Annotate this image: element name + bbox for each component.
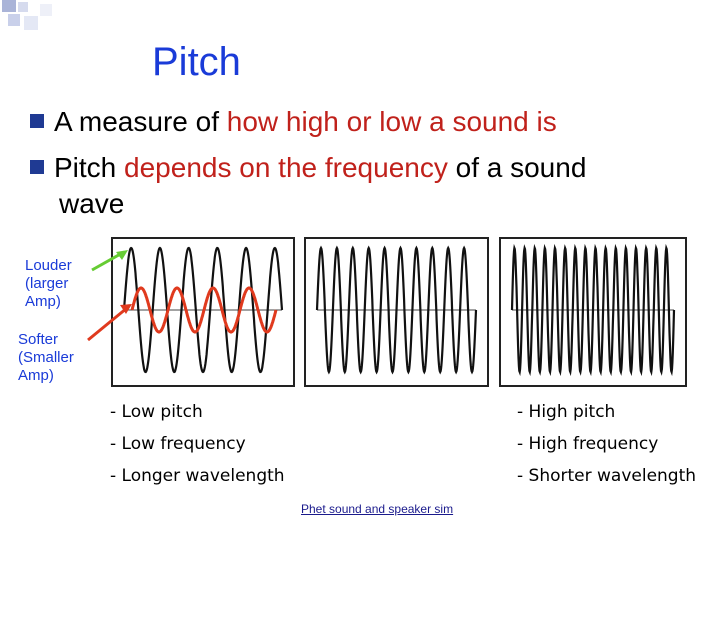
bullet-2 — [30, 151, 586, 185]
waveform-panels — [0, 230, 720, 630]
softer-label: Softer (Smaller Amp) — [18, 331, 74, 384]
bullet-text: of a sound — [447, 152, 587, 183]
bullet-emphasis: how high or low a sound is — [226, 106, 557, 137]
bullet-text: Pitch — [54, 152, 125, 183]
louder-label: Louder (larger Amp) — [25, 257, 72, 310]
bullet-emphasis: depends on the frequency — [124, 152, 448, 183]
caption-shorter-wavelength: - Shorter wavelength — [517, 466, 697, 486]
bullet-square-icon — [30, 160, 44, 174]
slide-title: Pitch — [152, 40, 241, 84]
bullet-2-continuation: wave — [59, 188, 125, 219]
corner-decoration — [0, 0, 60, 40]
bullet-square-icon — [30, 114, 44, 128]
caption-low-pitch: - Low pitch — [110, 402, 203, 422]
caption-high-pitch: - High pitch — [517, 402, 616, 422]
phet-sim-link[interactable]: Phet sound and speaker sim — [301, 502, 454, 516]
caption-low-frequency: - Low frequency — [110, 434, 246, 454]
caption-high-frequency: - High frequency — [517, 434, 659, 454]
bullet-text: A measure of — [54, 106, 227, 137]
caption-longer-wavelength: - Longer wavelength — [110, 466, 285, 486]
bullet-1 — [30, 105, 557, 139]
